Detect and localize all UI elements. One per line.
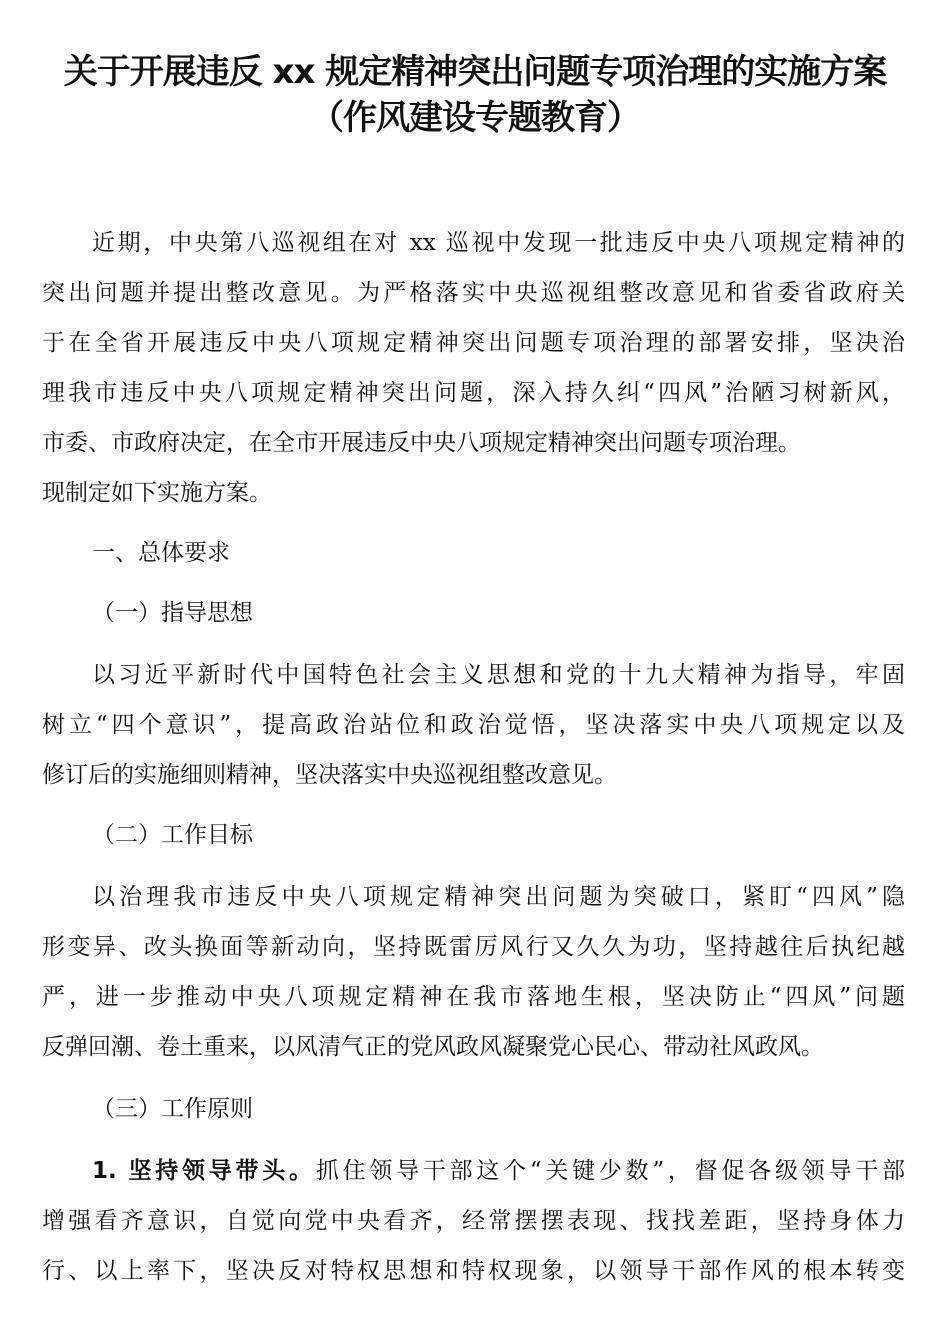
paragraph-line: 形变异、改头换面等新动向，坚持既雷厉风行又久久为功，坚持越往后执纪越 bbox=[42, 934, 905, 960]
section-heading: 一、总体要求 bbox=[92, 540, 230, 566]
paragraph-line: 修订后的实施细则精神，坚决落实中央巡视组整改意见。 bbox=[42, 762, 617, 788]
paragraph-line: 反弹回潮、卷土重来，以风清气正的党风政风凝聚党心民心、带动社风政风。 bbox=[42, 1034, 824, 1060]
intro-line: 现制定如下实施方案。 bbox=[42, 480, 272, 506]
item-line bbox=[92, 1156, 905, 1186]
subsection-heading: （一）指导思想 bbox=[92, 600, 253, 626]
item-heading: 1. 坚持领导带头。 bbox=[92, 1158, 316, 1184]
document-title-line2: （作风建设专题教育） bbox=[310, 98, 640, 138]
intro-line: 突出问题并提出整改意见。为严格落实中央巡视组整改意见和省委省政府关 bbox=[42, 280, 905, 306]
paragraph-line: 树立“四个意识”，提高政治站位和政治觉悟，坚决落实中央八项规定以及 bbox=[42, 712, 905, 738]
paragraph-line: 以治理我市违反中央八项规定精神突出问题为突破口，紧盯“四风”隐 bbox=[92, 884, 905, 910]
paragraph-line: 严，进一步推动中央八项规定精神在我市落地生根，坚决防止“四风”问题 bbox=[42, 984, 905, 1010]
item-line: 行、以上率下，坚决反对特权思想和特权现象，以领导干部作风的根本转变 bbox=[42, 1258, 905, 1284]
subsection-heading: （二）工作目标 bbox=[92, 822, 253, 848]
intro-line: 理我市违反中央八项规定精神突出问题，深入持久纠“四风”治陋习树新风， bbox=[42, 380, 905, 406]
item-line: 增强看齐意识，自觉向党中央看齐，经常摆摆表现、找找差距，坚持身体力 bbox=[42, 1208, 905, 1234]
intro-line: 于在全省开展违反中央八项规定精神突出问题专项治理的部署安排，坚决治 bbox=[42, 330, 905, 356]
intro-line: 市委、市政府决定，在全市开展违反中央八项规定精神突出问题专项治理。 bbox=[42, 430, 801, 456]
intro-line: 近期，中央第八巡视组在对 xx 巡视中发现一批违反中央八项规定精神的 bbox=[92, 230, 905, 256]
subsection-heading: （三）工作原则 bbox=[92, 1096, 253, 1122]
document-title-line1: 关于开展违反 xx 规定精神突出问题专项治理的实施方案 bbox=[63, 52, 887, 92]
paragraph-line: 以习近平新时代中国特色社会主义思想和党的十九大精神为指导，牢固 bbox=[92, 662, 905, 688]
item-text: 抓住领导干部这个“关键少数”，督促各级领导干部 bbox=[315, 1158, 905, 1184]
